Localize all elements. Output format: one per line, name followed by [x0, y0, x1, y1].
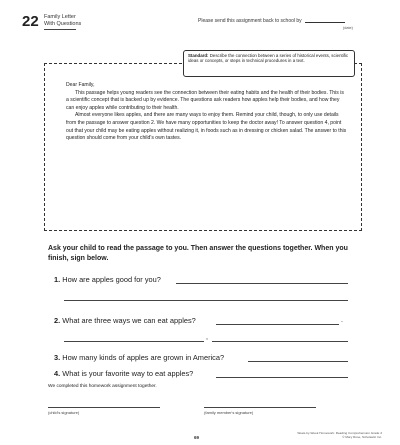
standard-box	[183, 50, 355, 77]
letter-paragraph-1: This passage helps young readers see the connection between their eating habits and the health of their bodies. This is a scientific concept that is backed up by evidence. The questions ask readers how apples help their bodies, and how they can enjoy apples while contributing to their health.	[66, 89, 344, 111]
letter-paragraph-2: Almost everyone likes apples, and there are many ways to enjoy them. Remind your child, though, to only use details from the passage to answer question 2. We have many opportunities to keep the doctor away! To answer question 4, point out that your child may be eating apples without realizing it, in foods such as in dressing or chicken salad. The answer to this question should come from your child's own tastes.	[66, 112, 347, 142]
family-signature-line[interactable]	[204, 407, 316, 408]
answer-line-1b[interactable]	[64, 300, 348, 301]
answer-line-1a[interactable]	[176, 283, 348, 284]
question-3-text: How many kinds of apples are grown in America?	[62, 353, 225, 362]
question-2	[54, 316, 196, 325]
section-title	[44, 14, 81, 27]
completion-statement: We completed this homework assignment together.	[48, 384, 157, 389]
standard-label: Standard:	[188, 53, 209, 58]
standard-text: Describe the connection between a series of historical events, scientific ideas or concepts, or steps in technical procedures in a text.	[188, 53, 349, 64]
header-rule	[44, 29, 76, 30]
footer-page-number: 69	[194, 435, 200, 440]
section-title-line1: Family Letter	[44, 14, 76, 20]
answer-line-4a[interactable]	[216, 377, 348, 378]
question-4	[54, 369, 193, 378]
footer-credits	[296, 431, 382, 439]
page-number: 22	[22, 13, 39, 30]
credit-line-2: © Mary Rose, Scholastic Inc.	[342, 435, 382, 439]
question-3	[54, 353, 224, 362]
family-letter	[66, 82, 348, 143]
answer-line-3[interactable]	[248, 361, 348, 362]
question-2-period: .	[341, 317, 343, 324]
family-signature-label: (family member's signature)	[204, 410, 254, 415]
question-1	[54, 275, 161, 284]
send-back-instruction	[198, 18, 345, 24]
question-1-text: How are apples good for you?	[62, 275, 161, 284]
child-signature-label: (child's signature)	[48, 410, 80, 415]
answer-line-2a[interactable]	[216, 324, 339, 325]
date-label: (date)	[343, 26, 353, 30]
section-title-line2: With Questions	[44, 20, 82, 27]
child-signature-line[interactable]	[48, 407, 160, 408]
send-back-text: Please send this assignment back to school by	[198, 18, 302, 24]
date-blank[interactable]	[305, 22, 345, 23]
question-2-text: What are three ways we can eat apples?	[62, 316, 196, 325]
question-4-text: What is your favorite way to eat apples?	[62, 369, 194, 378]
instructions: Ask your child to read the passage to you. Then answer the questions together. When you finish, sign below.	[48, 245, 348, 262]
answer-line-2b[interactable]	[64, 341, 204, 342]
question-3-number: 3.	[54, 353, 61, 362]
question-2-number: 2.	[54, 316, 61, 325]
answer-line-2c[interactable]	[212, 341, 348, 342]
page-header	[22, 14, 382, 36]
question-1-number: 1.	[54, 275, 61, 284]
letter-greeting: Dear Family,	[66, 82, 95, 88]
question-2-comma: ,	[206, 334, 208, 341]
question-4-number: 4.	[54, 369, 61, 378]
credit-line-1: Week-by-Week Homework: Reading Comprehension Grade 3	[297, 431, 382, 435]
